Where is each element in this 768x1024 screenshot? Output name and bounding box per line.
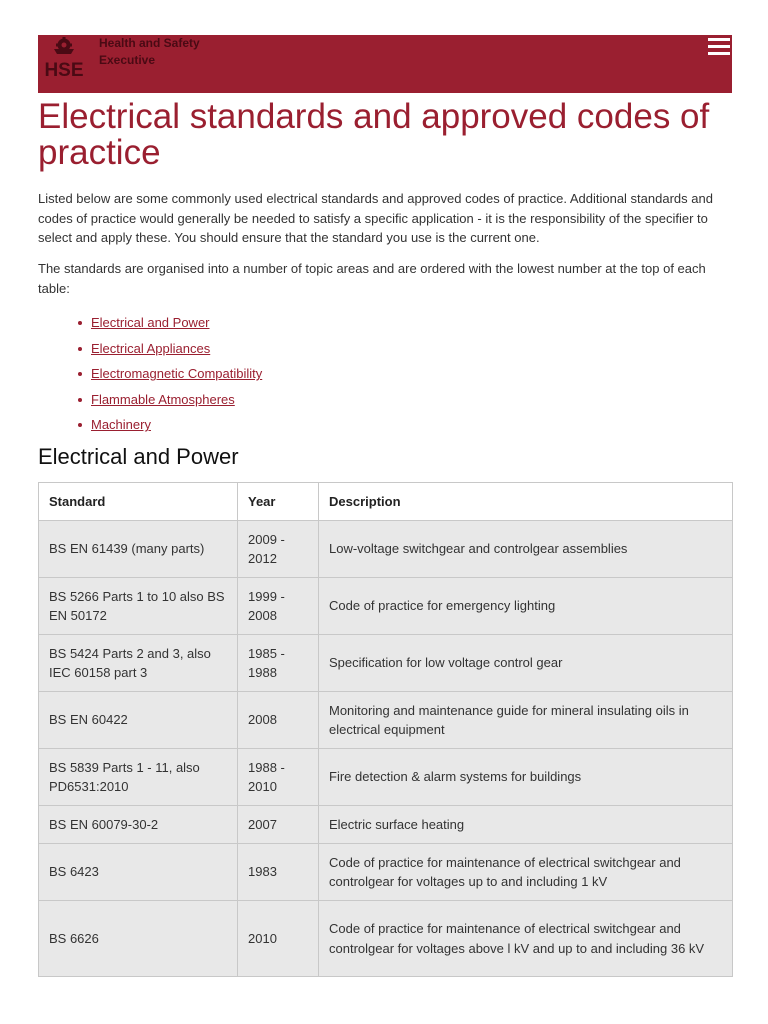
section-heading: Electrical and Power [38,444,239,469]
table-header-row [39,483,733,521]
table-row [39,806,733,844]
table-row [39,521,733,578]
cell-year: 2008 [238,692,319,749]
org-name-line-2: Executive [99,53,156,67]
org-name [99,35,200,69]
topic-link-electrical-appliances[interactable]: Electrical Appliances [91,340,211,356]
cell-year: 1985 - 1988 [238,635,319,692]
cell-year: 2010 [238,901,319,977]
hamburger-menu-icon[interactable] [708,38,730,58]
org-name-line-1: Health and Safety [99,36,200,50]
cell-standard: BS 5839 Parts 1 - 11, also PD6531:2010 [39,749,238,806]
list-item [91,412,262,438]
hse-logo[interactable] [38,35,90,79]
cell-standard: BS 6423 [39,844,238,901]
topic-list [38,310,262,438]
cell-year: 2007 [238,806,319,844]
cell-description: Code of practice for maintenance of electrical switchgear and controlgear for voltages up to and including 1 kV [319,844,733,901]
cell-year: 1988 - 2010 [238,749,319,806]
cell-year: 1983 [238,844,319,901]
cell-description: Code of practice for maintenance of electrical switchgear and controlgear for voltages above l kV and up to and including 36 kV [319,901,733,977]
table-row [39,692,733,749]
topic-link-machinery[interactable]: Machinery [91,417,151,433]
cell-description: Specification for low voltage control gear [319,635,733,692]
list-item [91,387,262,413]
column-header-year: Year [238,483,319,521]
column-header-description: Description [319,483,733,521]
cell-standard: BS EN 60079-30-2 [39,806,238,844]
list-item [91,361,262,387]
table-row [39,749,733,806]
cell-standard: BS EN 61439 (many parts) [39,521,238,578]
topic-link-electromagnetic-compatibility[interactable]: Electromagnetic Compatibility [91,366,263,382]
cell-description: Fire detection & alarm systems for buildings [319,749,733,806]
cell-standard: BS EN 60422 [39,692,238,749]
cell-description: Code of practice for emergency lighting [319,578,733,635]
site-header [38,35,732,93]
cell-year: 2009 - 2012 [238,521,319,578]
standards-table [38,482,733,977]
cell-standard: BS 5424 Parts 2 and 3, also IEC 60158 part 3 [39,635,238,692]
cell-standard: BS 5266 Parts 1 to 10 also BS EN 50172 [39,578,238,635]
page-title: Electrical standards and approved codes of practice [38,97,710,172]
table-row [39,578,733,635]
intro-paragraph-2: The standards are organised into a number of topic areas and are ordered with the lowest number at the top of each table: [38,261,706,296]
cell-standard: BS 6626 [39,901,238,977]
topic-link-flammable-atmospheres[interactable]: Flammable Atmospheres [91,391,235,407]
cell-description: Low-voltage switchgear and controlgear assemblies [319,521,733,578]
table-row [39,901,733,977]
list-item [91,336,262,362]
cell-description: Monitoring and maintenance guide for mineral insulating oils in electrical equipment [319,692,733,749]
cell-description: Electric surface heating [319,806,733,844]
table-row [39,844,733,901]
cell-year: 1999 - 2008 [238,578,319,635]
topic-link-electrical-and-power[interactable]: Electrical and Power [91,315,210,330]
column-header-standard: Standard [39,483,238,521]
list-item [91,310,262,336]
intro-paragraph-1: Listed below are some commonly used electrical standards and approved codes of practice. Additional standards and codes of practice would generally be needed to satisfy a specific application - it is the responsibility of the specifier to select and apply these. You should ensure that the standard you use is the current one. [38,191,713,245]
logo-text: HSE [44,60,84,79]
table-row [39,635,733,692]
